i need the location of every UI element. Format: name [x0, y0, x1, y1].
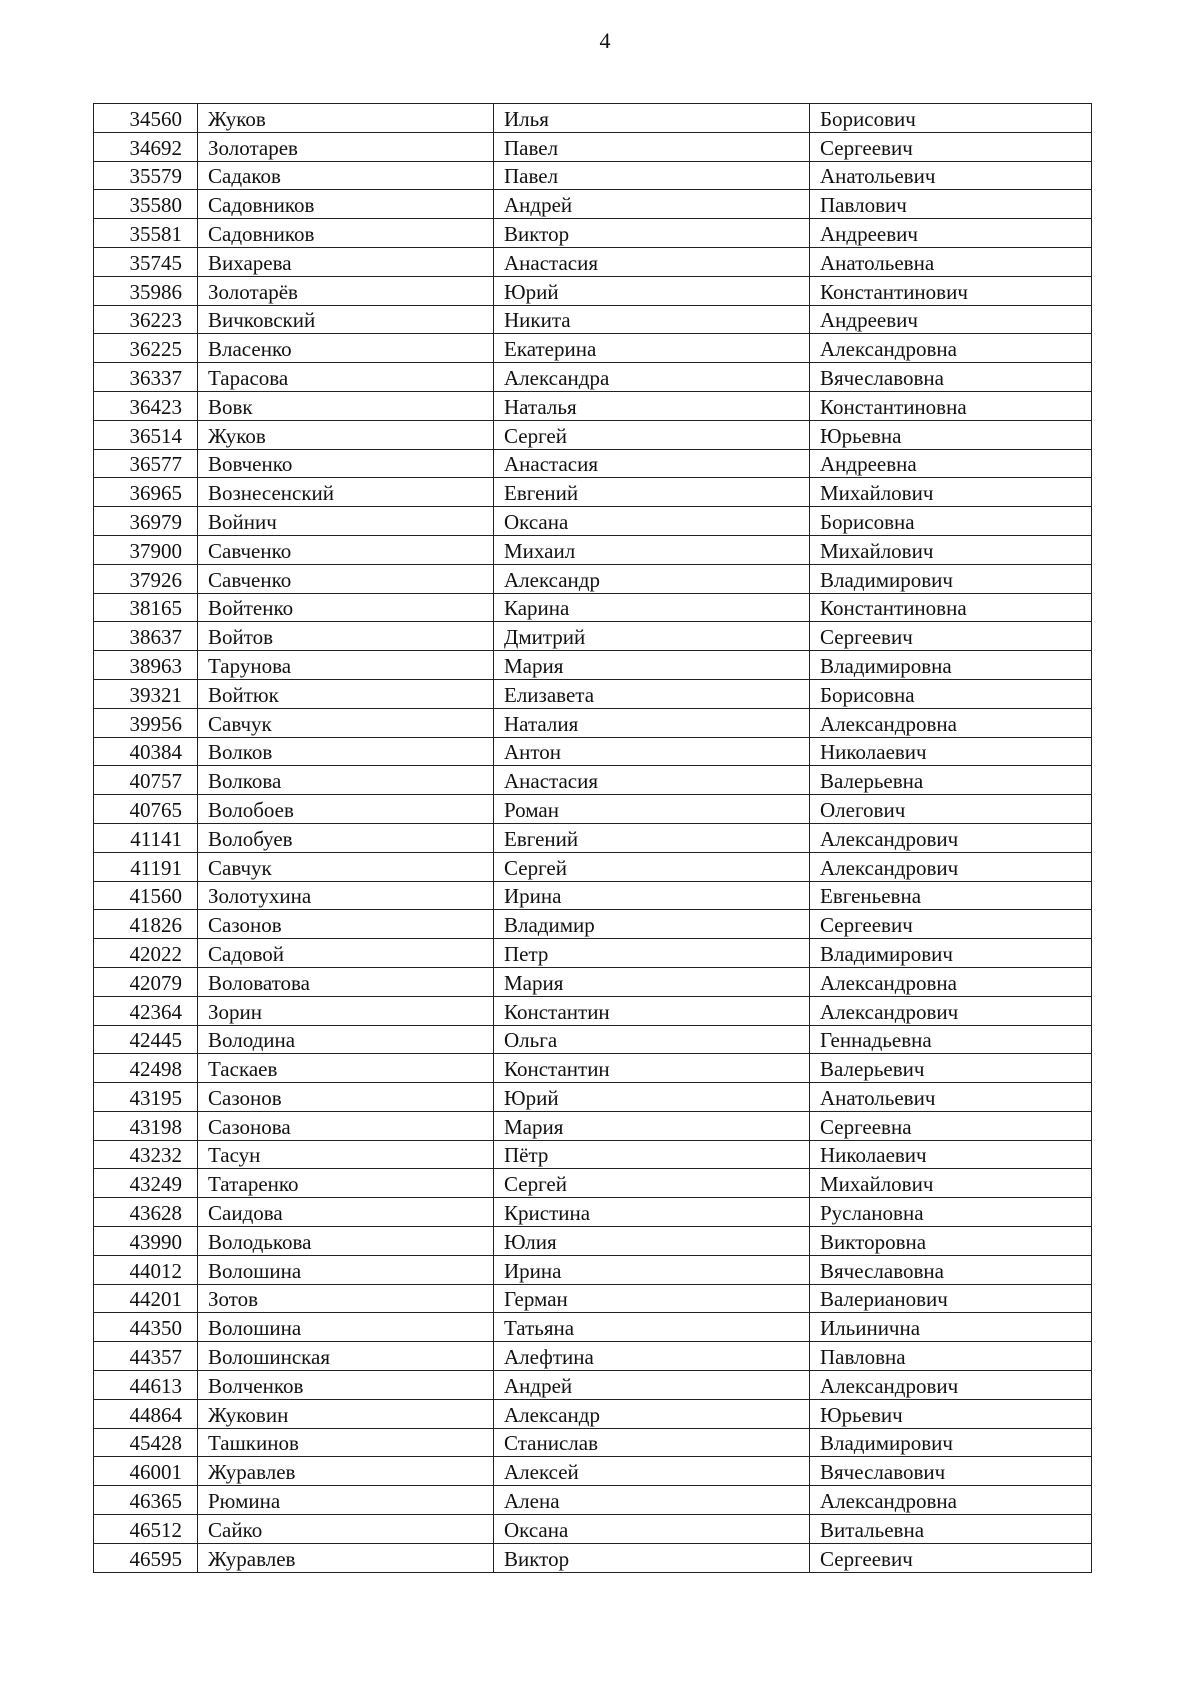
page-number: 4: [599, 28, 611, 53]
first-name-cell: Дмитрий: [494, 622, 810, 651]
first-name-cell: Ирина: [494, 1255, 810, 1284]
registry-table-body: [94, 104, 1092, 1573]
record-number-cell: 43249: [94, 1169, 198, 1198]
record-number-cell: 43198: [94, 1111, 198, 1140]
table-row: [94, 910, 1092, 939]
patronymic-cell: Валерьевна: [810, 766, 1092, 795]
record-number-cell: 36979: [94, 507, 198, 536]
record-number-cell: 35986: [94, 276, 198, 305]
table-row: [94, 737, 1092, 766]
first-name-cell: Евгений: [494, 478, 810, 507]
patronymic-cell: Владимировна: [810, 651, 1092, 680]
first-name-cell: Александр: [494, 564, 810, 593]
record-number-cell: 36225: [94, 334, 198, 363]
patronymic-cell: Павлович: [810, 190, 1092, 219]
patronymic-cell: Александровна: [810, 708, 1092, 737]
last-name-cell: Володина: [198, 1025, 494, 1054]
last-name-cell: Тарасова: [198, 363, 494, 392]
first-name-cell: Илья: [494, 104, 810, 133]
registry-table: [93, 103, 1092, 1573]
first-name-cell: Виктор: [494, 219, 810, 248]
table-row: [94, 247, 1092, 276]
record-number-cell: 36423: [94, 391, 198, 420]
patronymic-cell: Михайлович: [810, 1169, 1092, 1198]
table-row: [94, 507, 1092, 536]
patronymic-cell: Юрьевич: [810, 1399, 1092, 1428]
last-name-cell: Сазонова: [198, 1111, 494, 1140]
table-row: [94, 391, 1092, 420]
first-name-cell: Виктор: [494, 1543, 810, 1572]
table-row: [94, 1111, 1092, 1140]
patronymic-cell: Павловна: [810, 1342, 1092, 1371]
last-name-cell: Саидова: [198, 1198, 494, 1227]
first-name-cell: Сергей: [494, 420, 810, 449]
first-name-cell: Анастасия: [494, 766, 810, 795]
record-number-cell: 44201: [94, 1284, 198, 1313]
record-number-cell: 44012: [94, 1255, 198, 1284]
table-row: [94, 1198, 1092, 1227]
table-row: [94, 795, 1092, 824]
table-row: [94, 1543, 1092, 1572]
last-name-cell: Зорин: [198, 996, 494, 1025]
last-name-cell: Вихарева: [198, 247, 494, 276]
table-row: [94, 1025, 1092, 1054]
table-row: [94, 1457, 1092, 1486]
record-number-cell: 38637: [94, 622, 198, 651]
record-number-cell: 37900: [94, 535, 198, 564]
patronymic-cell: Александровна: [810, 334, 1092, 363]
last-name-cell: Волченков: [198, 1371, 494, 1400]
patronymic-cell: Геннадьевна: [810, 1025, 1092, 1054]
last-name-cell: Волошинская: [198, 1342, 494, 1371]
first-name-cell: Мария: [494, 651, 810, 680]
record-number-cell: 42364: [94, 996, 198, 1025]
last-name-cell: Сазонов: [198, 1083, 494, 1112]
patronymic-cell: Ильинична: [810, 1313, 1092, 1342]
table-row: [94, 276, 1092, 305]
patronymic-cell: Юрьевна: [810, 420, 1092, 449]
record-number-cell: 44864: [94, 1399, 198, 1428]
record-number-cell: 34692: [94, 132, 198, 161]
last-name-cell: Жуков: [198, 104, 494, 133]
record-number-cell: 44357: [94, 1342, 198, 1371]
last-name-cell: Волошина: [198, 1313, 494, 1342]
last-name-cell: Ташкинов: [198, 1428, 494, 1457]
first-name-cell: Герман: [494, 1284, 810, 1313]
record-number-cell: 44350: [94, 1313, 198, 1342]
first-name-cell: Алена: [494, 1486, 810, 1515]
record-number-cell: 45428: [94, 1428, 198, 1457]
record-number-cell: 36223: [94, 305, 198, 334]
table-row: [94, 161, 1092, 190]
table-row: [94, 1371, 1092, 1400]
last-name-cell: Савченко: [198, 564, 494, 593]
record-number-cell: 41826: [94, 910, 198, 939]
table-row: [94, 564, 1092, 593]
table-row: [94, 593, 1092, 622]
last-name-cell: Савчук: [198, 852, 494, 881]
record-number-cell: 39321: [94, 679, 198, 708]
record-number-cell: 46001: [94, 1457, 198, 1486]
last-name-cell: Волобуев: [198, 823, 494, 852]
first-name-cell: Наталья: [494, 391, 810, 420]
patronymic-cell: Константиновна: [810, 593, 1092, 622]
last-name-cell: Садаков: [198, 161, 494, 190]
last-name-cell: Жуков: [198, 420, 494, 449]
table-row: [94, 1313, 1092, 1342]
table-row: [94, 334, 1092, 363]
last-name-cell: Войтюк: [198, 679, 494, 708]
first-name-cell: Пётр: [494, 1140, 810, 1169]
last-name-cell: Зотов: [198, 1284, 494, 1313]
patronymic-cell: Александровна: [810, 1486, 1092, 1515]
last-name-cell: Власенко: [198, 334, 494, 363]
table-row: [94, 622, 1092, 651]
table-row: [94, 679, 1092, 708]
table-row: [94, 305, 1092, 334]
record-number-cell: 40384: [94, 737, 198, 766]
patronymic-cell: Михайлович: [810, 478, 1092, 507]
last-name-cell: Рюмина: [198, 1486, 494, 1515]
table-row: [94, 1054, 1092, 1083]
table-row: [94, 1227, 1092, 1256]
patronymic-cell: Александрович: [810, 823, 1092, 852]
first-name-cell: Юрий: [494, 276, 810, 305]
patronymic-cell: Валерианович: [810, 1284, 1092, 1313]
first-name-cell: Юлия: [494, 1227, 810, 1256]
first-name-cell: Карина: [494, 593, 810, 622]
last-name-cell: Тасун: [198, 1140, 494, 1169]
patronymic-cell: Руслановна: [810, 1198, 1092, 1227]
first-name-cell: Екатерина: [494, 334, 810, 363]
table-row: [94, 449, 1092, 478]
record-number-cell: 40765: [94, 795, 198, 824]
table-row: [94, 535, 1092, 564]
record-number-cell: 36514: [94, 420, 198, 449]
first-name-cell: Владимир: [494, 910, 810, 939]
record-number-cell: 35579: [94, 161, 198, 190]
patronymic-cell: Михайлович: [810, 535, 1092, 564]
table-row: [94, 1083, 1092, 1112]
last-name-cell: Вовченко: [198, 449, 494, 478]
patronymic-cell: Борисовна: [810, 679, 1092, 708]
first-name-cell: Юрий: [494, 1083, 810, 1112]
patronymic-cell: Вячеславович: [810, 1457, 1092, 1486]
first-name-cell: Андрей: [494, 1371, 810, 1400]
record-number-cell: 42022: [94, 939, 198, 968]
record-number-cell: 42498: [94, 1054, 198, 1083]
record-number-cell: 46512: [94, 1515, 198, 1544]
patronymic-cell: Андреевич: [810, 305, 1092, 334]
first-name-cell: Константин: [494, 996, 810, 1025]
patronymic-cell: Александрович: [810, 996, 1092, 1025]
patronymic-cell: Викторовна: [810, 1227, 1092, 1256]
first-name-cell: Никита: [494, 305, 810, 334]
table-row: [94, 1399, 1092, 1428]
first-name-cell: Ольга: [494, 1025, 810, 1054]
last-name-cell: Волобоев: [198, 795, 494, 824]
first-name-cell: Сергей: [494, 1169, 810, 1198]
patronymic-cell: Вячеславовна: [810, 1255, 1092, 1284]
table-row: [94, 1255, 1092, 1284]
table-row: [94, 1428, 1092, 1457]
record-number-cell: 36577: [94, 449, 198, 478]
first-name-cell: Оксана: [494, 1515, 810, 1544]
record-number-cell: 37926: [94, 564, 198, 593]
last-name-cell: Войтов: [198, 622, 494, 651]
first-name-cell: Роман: [494, 795, 810, 824]
record-number-cell: 42079: [94, 967, 198, 996]
record-number-cell: 35580: [94, 190, 198, 219]
patronymic-cell: Сергеевич: [810, 1543, 1092, 1572]
table-row: [94, 104, 1092, 133]
last-name-cell: Золотухина: [198, 881, 494, 910]
last-name-cell: Садовников: [198, 190, 494, 219]
last-name-cell: Володькова: [198, 1227, 494, 1256]
table-row: [94, 1486, 1092, 1515]
patronymic-cell: Борисовна: [810, 507, 1092, 536]
last-name-cell: Волкова: [198, 766, 494, 795]
last-name-cell: Войнич: [198, 507, 494, 536]
table-row: [94, 219, 1092, 248]
patronymic-cell: Валерьевич: [810, 1054, 1092, 1083]
record-number-cell: 38963: [94, 651, 198, 680]
table-row: [94, 708, 1092, 737]
patronymic-cell: Анатольевич: [810, 1083, 1092, 1112]
patronymic-cell: Константинович: [810, 276, 1092, 305]
table-row: [94, 363, 1092, 392]
first-name-cell: Кристина: [494, 1198, 810, 1227]
first-name-cell: Станислав: [494, 1428, 810, 1457]
record-number-cell: 43232: [94, 1140, 198, 1169]
table-row: [94, 132, 1092, 161]
last-name-cell: Вознесенский: [198, 478, 494, 507]
last-name-cell: Савченко: [198, 535, 494, 564]
patronymic-cell: Евгеньевна: [810, 881, 1092, 910]
first-name-cell: Мария: [494, 967, 810, 996]
last-name-cell: Жуковин: [198, 1399, 494, 1428]
first-name-cell: Сергей: [494, 852, 810, 881]
last-name-cell: Татаренко: [198, 1169, 494, 1198]
last-name-cell: Савчук: [198, 708, 494, 737]
last-name-cell: Золотарёв: [198, 276, 494, 305]
patronymic-cell: Борисович: [810, 104, 1092, 133]
first-name-cell: Анастасия: [494, 247, 810, 276]
record-number-cell: 41141: [94, 823, 198, 852]
first-name-cell: Ирина: [494, 881, 810, 910]
record-number-cell: 43628: [94, 1198, 198, 1227]
patronymic-cell: Владимирович: [810, 939, 1092, 968]
record-number-cell: 36337: [94, 363, 198, 392]
patronymic-cell: Владимирович: [810, 1428, 1092, 1457]
record-number-cell: 40757: [94, 766, 198, 795]
last-name-cell: Войтенко: [198, 593, 494, 622]
patronymic-cell: Андреевич: [810, 219, 1092, 248]
record-number-cell: 38165: [94, 593, 198, 622]
patronymic-cell: Вячеславовна: [810, 363, 1092, 392]
patronymic-cell: Александровна: [810, 967, 1092, 996]
last-name-cell: Волков: [198, 737, 494, 766]
first-name-cell: Евгений: [494, 823, 810, 852]
first-name-cell: Александра: [494, 363, 810, 392]
first-name-cell: Наталия: [494, 708, 810, 737]
first-name-cell: Петр: [494, 939, 810, 968]
record-number-cell: 43195: [94, 1083, 198, 1112]
last-name-cell: Вичковский: [198, 305, 494, 334]
patronymic-cell: Сергеевич: [810, 132, 1092, 161]
last-name-cell: Садовников: [198, 219, 494, 248]
first-name-cell: Анастасия: [494, 449, 810, 478]
patronymic-cell: Сергеевна: [810, 1111, 1092, 1140]
record-number-cell: 44613: [94, 1371, 198, 1400]
record-number-cell: 42445: [94, 1025, 198, 1054]
patronymic-cell: Олегович: [810, 795, 1092, 824]
record-number-cell: 39956: [94, 708, 198, 737]
last-name-cell: Волошина: [198, 1255, 494, 1284]
record-number-cell: 43990: [94, 1227, 198, 1256]
first-name-cell: Татьяна: [494, 1313, 810, 1342]
last-name-cell: Журавлев: [198, 1543, 494, 1572]
patronymic-cell: Сергеевич: [810, 622, 1092, 651]
first-name-cell: Павел: [494, 132, 810, 161]
table-row: [94, 996, 1092, 1025]
first-name-cell: Алексей: [494, 1457, 810, 1486]
table-row: [94, 1515, 1092, 1544]
patronymic-cell: Николаевич: [810, 737, 1092, 766]
table-row: [94, 1342, 1092, 1371]
table-row: [94, 190, 1092, 219]
patronymic-cell: Анатольевна: [810, 247, 1092, 276]
first-name-cell: Антон: [494, 737, 810, 766]
patronymic-cell: Владимирович: [810, 564, 1092, 593]
record-number-cell: 36965: [94, 478, 198, 507]
record-number-cell: 34560: [94, 104, 198, 133]
patronymic-cell: Константиновна: [810, 391, 1092, 420]
record-number-cell: 35581: [94, 219, 198, 248]
last-name-cell: Золотарев: [198, 132, 494, 161]
table-row: [94, 478, 1092, 507]
table-row: [94, 967, 1092, 996]
patronymic-cell: Сергеевич: [810, 910, 1092, 939]
table-row: [94, 1169, 1092, 1198]
first-name-cell: Мария: [494, 1111, 810, 1140]
patronymic-cell: Александрович: [810, 852, 1092, 881]
table-row: [94, 823, 1092, 852]
patronymic-cell: Витальевна: [810, 1515, 1092, 1544]
patronymic-cell: Александрович: [810, 1371, 1092, 1400]
table-row: [94, 852, 1092, 881]
first-name-cell: Павел: [494, 161, 810, 190]
table-row: [94, 1140, 1092, 1169]
first-name-cell: Оксана: [494, 507, 810, 536]
last-name-cell: Вовк: [198, 391, 494, 420]
last-name-cell: Таскаев: [198, 1054, 494, 1083]
first-name-cell: Михаил: [494, 535, 810, 564]
last-name-cell: Тарунова: [198, 651, 494, 680]
first-name-cell: Андрей: [494, 190, 810, 219]
last-name-cell: Журавлев: [198, 1457, 494, 1486]
patronymic-cell: Анатольевич: [810, 161, 1092, 190]
patronymic-cell: Николаевич: [810, 1140, 1092, 1169]
first-name-cell: Елизавета: [494, 679, 810, 708]
patronymic-cell: Андреевна: [810, 449, 1092, 478]
table-row: [94, 766, 1092, 795]
first-name-cell: Константин: [494, 1054, 810, 1083]
record-number-cell: 41191: [94, 852, 198, 881]
table-row: [94, 881, 1092, 910]
first-name-cell: Алефтина: [494, 1342, 810, 1371]
last-name-cell: Воловатова: [198, 967, 494, 996]
table-row: [94, 939, 1092, 968]
record-number-cell: 46365: [94, 1486, 198, 1515]
record-number-cell: 35745: [94, 247, 198, 276]
record-number-cell: 41560: [94, 881, 198, 910]
last-name-cell: Сайко: [198, 1515, 494, 1544]
last-name-cell: Сазонов: [198, 910, 494, 939]
table-row: [94, 420, 1092, 449]
record-number-cell: 46595: [94, 1543, 198, 1572]
table-row: [94, 651, 1092, 680]
first-name-cell: Александр: [494, 1399, 810, 1428]
table-row: [94, 1284, 1092, 1313]
last-name-cell: Садовой: [198, 939, 494, 968]
